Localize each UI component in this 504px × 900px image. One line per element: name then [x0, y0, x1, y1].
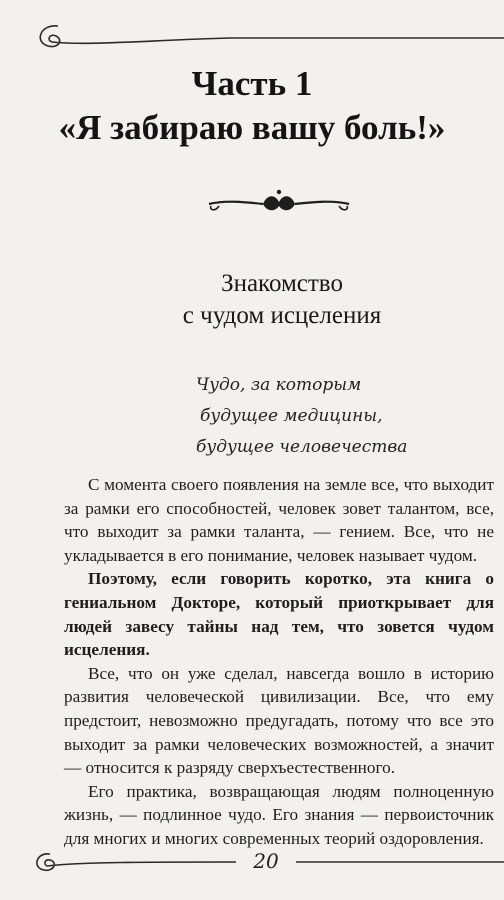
- paragraph-bold: Поэтому, если говорить коротко, эта книга о гениальном Докторе, который приоткрывает для людей завесу тайны над тем, что зовется чудом исцеления.: [64, 569, 494, 660]
- ornament-divider-icon: [205, 188, 353, 218]
- page-number: 20: [236, 849, 296, 873]
- epigraph-line1: Чудо, за которым: [196, 375, 362, 395]
- top-flourish-icon: [30, 20, 504, 54]
- epigraph: [196, 370, 486, 463]
- body-text: [64, 473, 494, 851]
- section-title: [0, 268, 504, 332]
- paragraph: Все, что он уже сделал, навсегда вошло в историю развития человеческой цивилизации. Все, что ему предстоит, невозможно предугадать, потому что все это выходит за рамки человеческих возможностей, а значит — относится к разряду сверхъестественного.: [64, 663, 494, 778]
- epigraph-line2: будущее медицины,: [200, 406, 383, 426]
- section-title-line2: с чудом исцеления: [182, 302, 382, 329]
- section-title-line1: Знакомство: [221, 270, 343, 297]
- part-title-line2: «Я забираю вашу боль!»: [58, 108, 446, 147]
- paragraph: Его практика, возвращающая людям полноценную жизнь, — подлинное чудо. Его знания — первоисточник для многих и многих современных теорий оздоровления.: [64, 781, 494, 848]
- part-title-line1: Часть 1: [191, 64, 313, 103]
- epigraph-line3: будущее человечества: [196, 437, 408, 457]
- part-title: [0, 62, 504, 150]
- paragraph: С момента своего появления на земле все, что выходит за рамки его способностей, человек зовет талантом, все, что выходит за рамки таланта, — гением. Все, что не укладывается в его понимание, человек называет чудом.: [64, 475, 494, 565]
